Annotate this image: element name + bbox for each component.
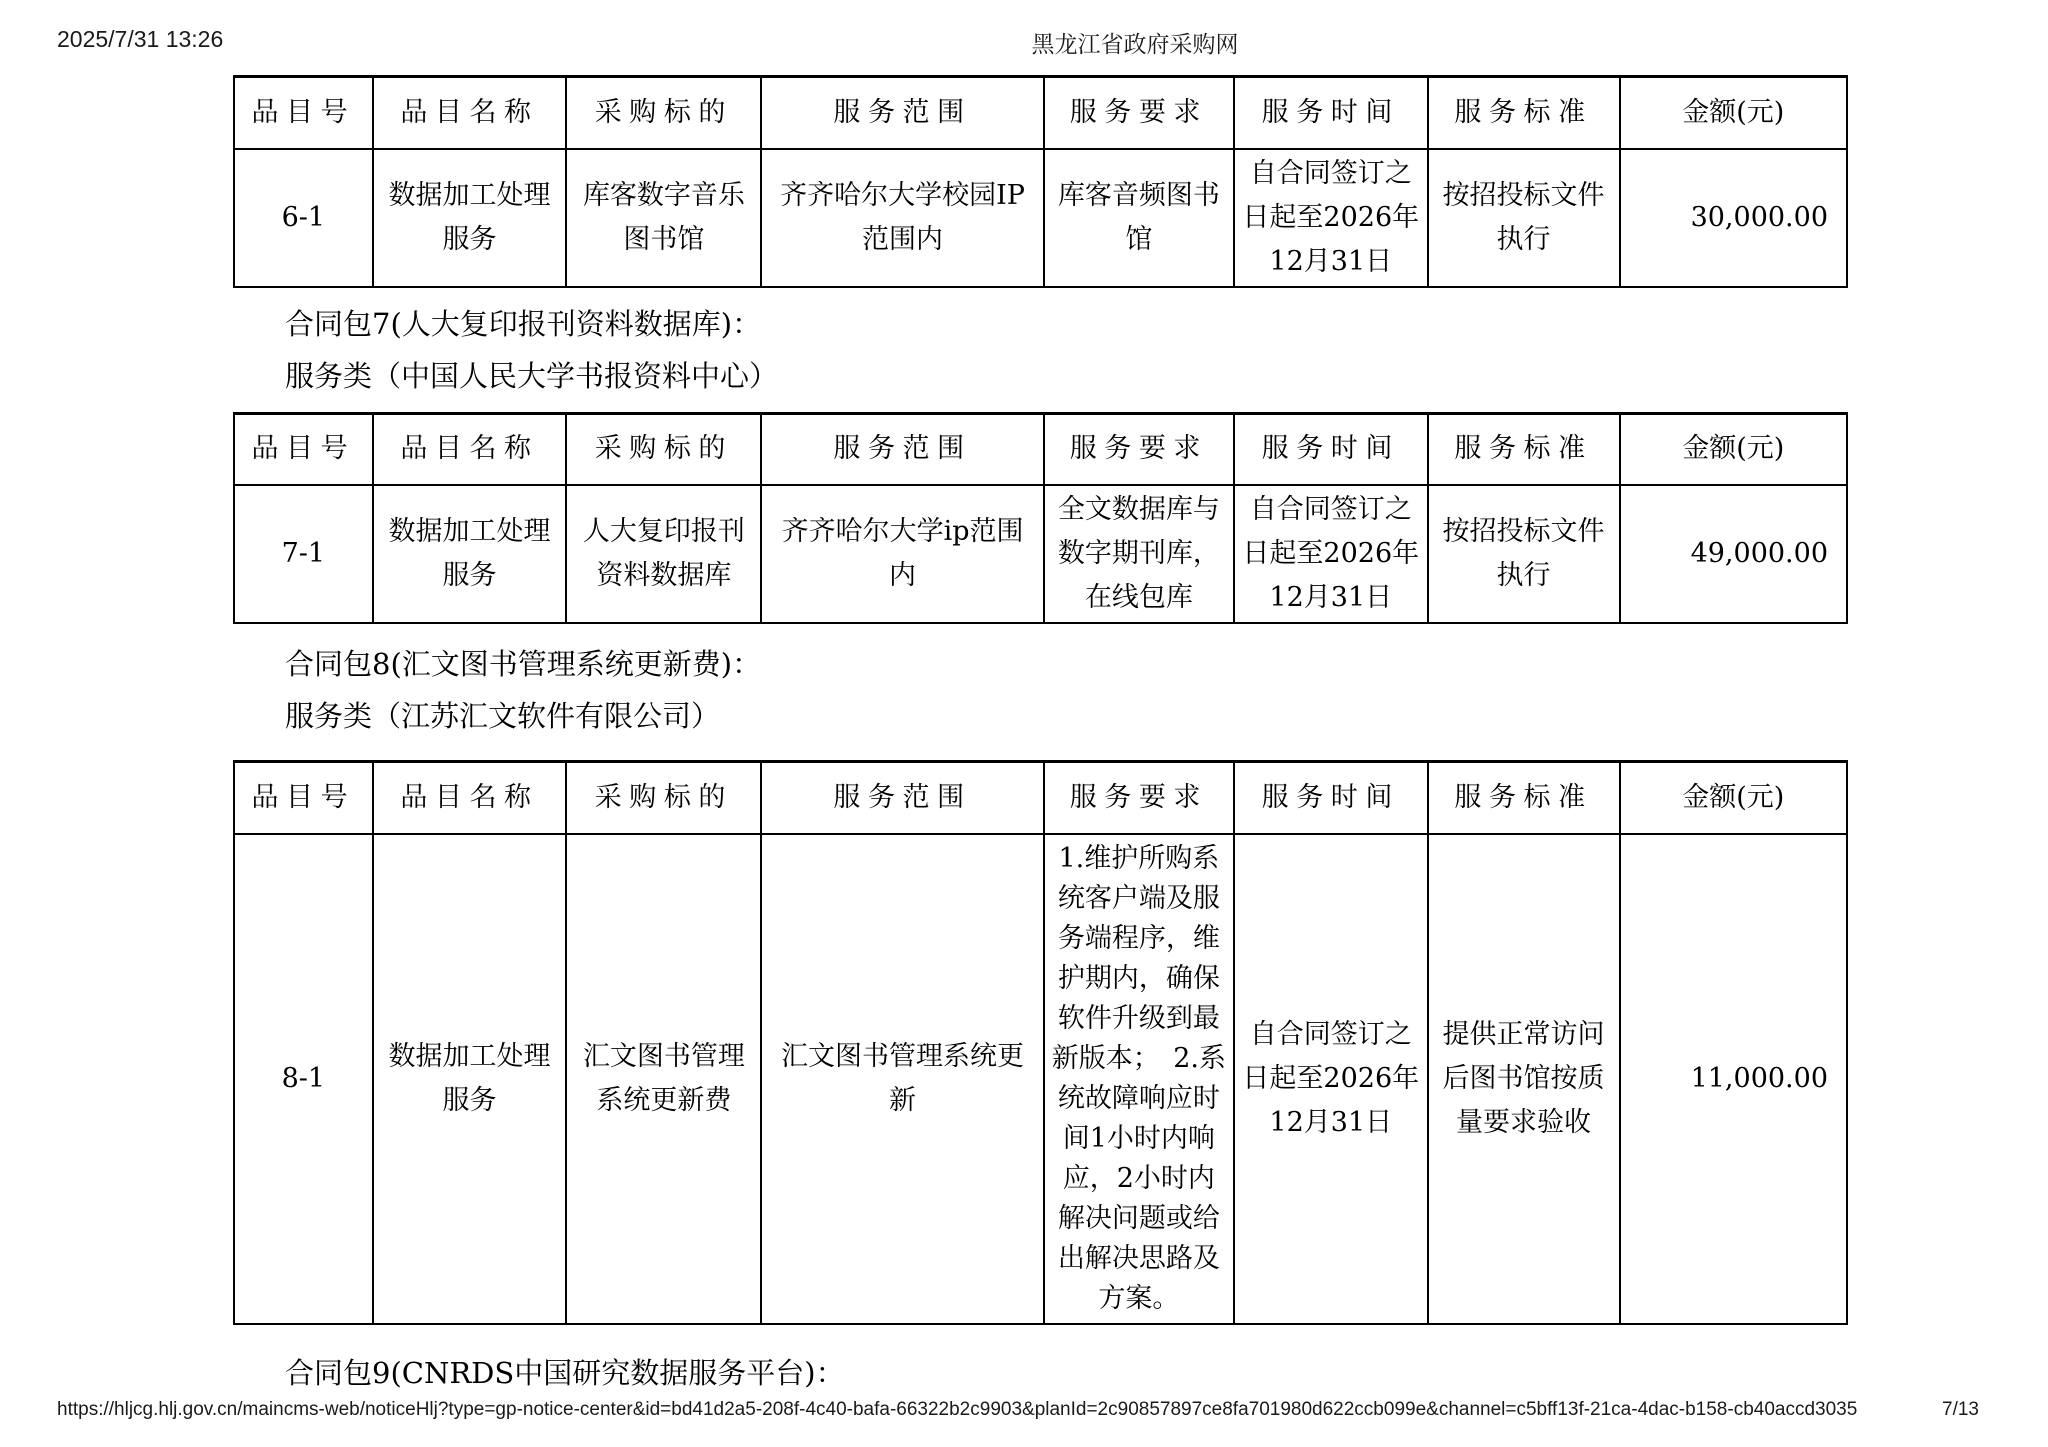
cell-scope: 齐齐哈尔大学ip范围内 (761, 485, 1043, 623)
cell-time: 自合同签订之日起至2026年12月31日 (1234, 834, 1428, 1324)
cell-target: 库客数字音乐图书馆 (566, 149, 761, 287)
cell-item-no: 8-1 (234, 834, 373, 1324)
cell-amount: 30,000.00 (1620, 149, 1848, 287)
col-header-standard: 服务标准 (1428, 413, 1620, 485)
col-header-item-no: 品目号 (234, 413, 373, 485)
col-header-item-name: 品目名称 (373, 413, 567, 485)
col-header-amount: 金额(元) (1620, 77, 1848, 149)
source-url: https://hljcg.hlj.gov.cn/maincms-web/noticeHlj?type=gp-notice-center&id=bd41d2a5-208f-4c40-bafa-66322b2c9903&planId=2c90857897ce8fa701980d622ccb099e&channel=c5bff13f-21ca-4dac-b158-cb40accd3035 (57, 1399, 1858, 1420)
site-title: 黑龙江省政府采购网 (1031, 31, 1239, 57)
col-header-item-name: 品目名称 (373, 77, 567, 149)
col-header-standard: 服务标准 (1428, 77, 1620, 149)
print-datetime: 2025/7/31 13:26 (57, 26, 224, 52)
col-header-requirement: 服务要求 (1044, 413, 1234, 485)
cell-item-name: 数据加工处理服务 (373, 149, 567, 287)
package-8-service-type: 服务类（江苏汇文软件有限公司） (285, 699, 721, 733)
print-header (57, 26, 1991, 56)
cell-standard: 按招投标文件执行 (1428, 149, 1620, 287)
cell-item-name: 数据加工处理服务 (373, 834, 567, 1324)
cell-target: 人大复印报刊资料数据库 (566, 485, 761, 623)
cell-standard: 按招投标文件执行 (1428, 485, 1620, 623)
cell-requirement: 全文数据库与数字期刊库，在线包库 (1044, 485, 1234, 623)
col-header-time: 服务时间 (1234, 413, 1428, 485)
cell-standard: 提供正常访问后图书馆按质量要求验收 (1428, 834, 1620, 1324)
cell-requirement: 1.维护所购系统客户端及服务端程序，维护期内，确保软件升级到最新版本； 2.系统故障响应时间1小时内响应，2小时内解决问题或给出解决思路及方案。 (1044, 834, 1234, 1324)
document-content (233, 75, 1848, 1395)
col-header-scope: 服务范围 (761, 762, 1043, 834)
procurement-table-package-6 (233, 75, 1848, 288)
table-row (234, 485, 1847, 623)
cell-scope: 汇文图书管理系统更新 (761, 834, 1043, 1324)
procurement-table-package-8 (233, 760, 1848, 1325)
print-footer (57, 1399, 1991, 1427)
cell-amount: 11,000.00 (1620, 834, 1848, 1324)
col-header-time: 服务时间 (1234, 762, 1428, 834)
col-header-item-name: 品目名称 (373, 762, 567, 834)
cell-item-name: 数据加工处理服务 (373, 485, 567, 623)
col-header-time: 服务时间 (1234, 77, 1428, 149)
cell-target: 汇文图书管理系统更新费 (566, 834, 761, 1324)
package-9-heading: 合同包9(CNRDS中国研究数据服务平台)： (285, 1355, 845, 1390)
col-header-requirement: 服务要求 (1044, 77, 1234, 149)
col-header-scope: 服务范围 (761, 413, 1043, 485)
package-7-service-type: 服务类（中国人民大学书报资料中心） (285, 358, 779, 393)
table-header-row (234, 762, 1847, 834)
procurement-table-package-7 (233, 412, 1848, 625)
col-header-amount: 金额(元) (1620, 762, 1848, 834)
table-row (234, 149, 1847, 287)
table-header-row (234, 77, 1847, 149)
cell-item-no: 6-1 (234, 149, 373, 287)
col-header-target: 采购标的 (566, 413, 761, 485)
table-row (234, 834, 1847, 1324)
col-header-scope: 服务范围 (761, 77, 1043, 149)
table-header-row (234, 413, 1847, 485)
page-number: 7/13 (1942, 1399, 1979, 1420)
col-header-target: 采购标的 (566, 762, 761, 834)
cell-requirement: 库客音频图书馆 (1044, 149, 1234, 287)
package-7-heading: 合同包7(人大复印报刊资料数据库)： (285, 306, 762, 341)
col-header-amount: 金额(元) (1620, 413, 1848, 485)
package-8-heading: 合同包8(汇文图书管理系统更新费)： (285, 647, 762, 681)
cell-amount: 49,000.00 (1620, 485, 1848, 623)
col-header-requirement: 服务要求 (1044, 762, 1234, 834)
cell-item-no: 7-1 (234, 485, 373, 623)
col-header-item-no: 品目号 (234, 77, 373, 149)
cell-scope: 齐齐哈尔大学校园IP范围内 (761, 149, 1043, 287)
col-header-item-no: 品目号 (234, 762, 373, 834)
col-header-standard: 服务标准 (1428, 762, 1620, 834)
cell-time: 自合同签订之日起至2026年12月31日 (1234, 485, 1428, 623)
cell-time: 自合同签订之日起至2026年12月31日 (1234, 149, 1428, 287)
col-header-target: 采购标的 (566, 77, 761, 149)
